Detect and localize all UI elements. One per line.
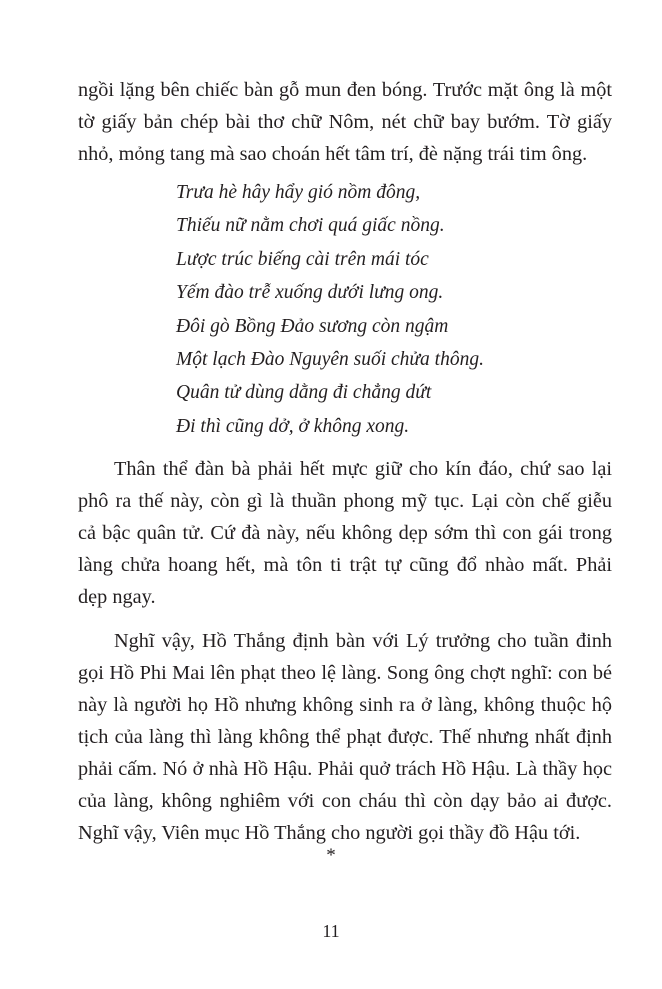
text-line: cả bậc quân tử. Cứ đà này, nếu không dẹp sớm thì con gái trong [78,522,612,545]
text-line: phải cấm. Nó ở nhà Hồ Hậu. Phải quở trách Hồ Hậu. Là thầy học [78,758,612,781]
text-line: gọi Hồ Phi Mai lên phạt theo lệ làng. Song ông chợt nghĩ: con bé [78,662,612,685]
text-line: Nghĩ vậy, Viên mục Hồ Thắng cho người gọi thầy đồ Hậu tới. [78,822,581,845]
text-line: phô ra thế này, còn gì là thuần phong mỹ tục. Lại còn chế giễu [78,490,612,513]
text-line: Thân thể đàn bà phải hết mực giữ cho kín đáo, chứ sao lại [114,458,612,481]
poem-verse: Trưa hè hây hẩy gió nồm đông, [176,182,421,203]
poem-verse: Đi thì cũng dở, ở không xong. [176,415,410,437]
text-line: tờ giấy bản chép bài thơ chữ Nôm, nét chữ bay bướm. Tờ giấy [78,111,612,133]
poem-verse: Đôi gò Bồng Đảo sương còn ngậm [176,315,449,337]
poem-verse: Quân tử dùng dằng đi chẳng dứt [176,382,432,404]
paragraph-2 [78,453,612,613]
poem-verse: Yếm đào trễ xuống dưới lưng ong. [176,282,444,304]
text-line: của làng, không nghiêm với con cháu thì còn dạy bảo ai được. [78,790,612,813]
text-line: Nghĩ vậy, Hồ Thắng định bàn với Lý trưởng cho tuần đinh [114,630,612,653]
paragraph-3 [78,625,612,849]
poem-verse: Thiếu nữ nằm chơi quá giấc nồng. [176,215,445,237]
text-line: làng chửa hoang hết, mà tôn ti trật tự cũng đổ nhào mất. Phải [78,554,612,577]
paragraph-1 [78,74,612,170]
poem-verse: Lược trúc biếng cài trên mái tóc [176,248,429,270]
page-number: 11 [322,921,340,941]
text-line: nhỏ, mỏng tang mà sao choán hết tâm trí, đè nặng trái tim ông. [78,143,588,165]
book-page [78,74,612,849]
text-line: này là người họ Hồ nhưng không sinh ra ở làng, không thuộc hộ [78,694,612,717]
poem-block [176,176,612,443]
text-line: tịch của làng thì làng không thể phạt được. Thế nhưng nhất định [78,726,612,749]
paragraph-gap [78,613,612,625]
poem-verse: Một lạch Đào Nguyên suối chửa thông. [176,349,484,371]
section-separator: * [326,845,336,866]
text-line: dẹp ngay. [78,586,156,609]
text-line: ngồi lặng bên chiếc bàn gỗ mun đen bóng. Trước mặt ông là một [78,79,612,101]
